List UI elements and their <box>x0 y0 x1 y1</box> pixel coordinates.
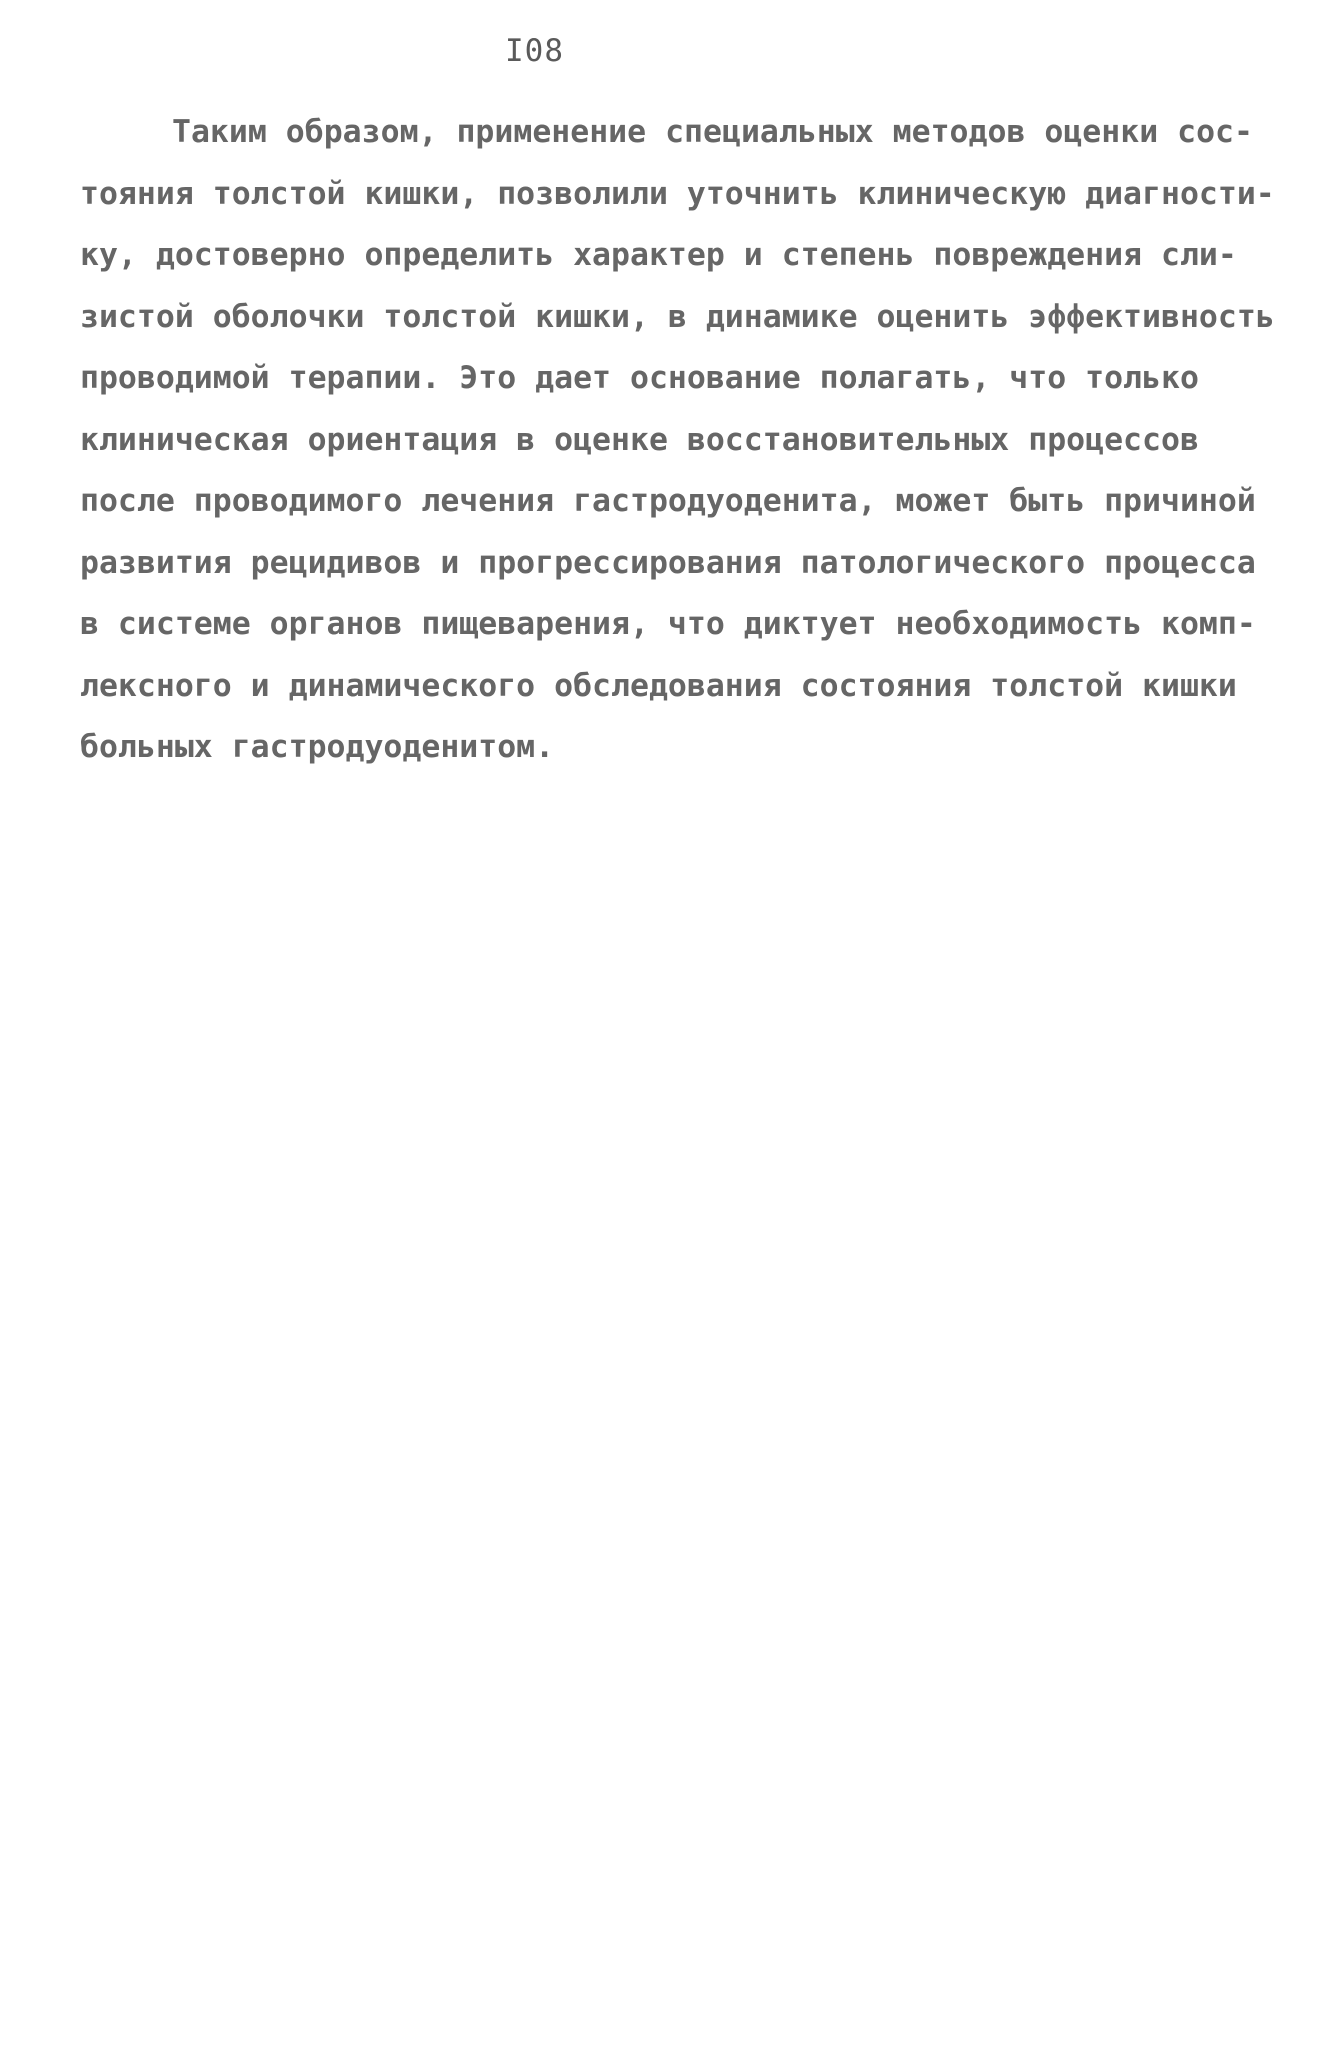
body-paragraph <box>80 102 1275 779</box>
paragraph-line: после проводимого лечения гастродуоденита, может быть причиной <box>80 483 1256 519</box>
paragraph-line: тояния толстой кишки, позволили уточнить клиническую диагности- <box>80 175 1275 212</box>
paragraph-line: клиническая ориентация в оценке восстановительных процессов <box>80 421 1199 458</box>
paragraph-line: зистой оболочки толстой кишки, в динамике оценить эффективность <box>80 298 1275 335</box>
paragraph-line: в системе органов пищеварения, что диктует необходимость комп- <box>80 606 1256 642</box>
paragraph-line: лексного и динамического обследования состояния толстой кишки <box>80 667 1237 704</box>
paragraph-line: развития рецидивов и прогрессирования патологического процесса <box>80 544 1256 581</box>
paragraph-line: проводимой терапии. Это дает основание полагать, что только <box>80 360 1199 396</box>
paragraph-line: ку, достоверно определить характер и степень повреждения сли- <box>80 237 1237 273</box>
page-number: I08 <box>505 33 564 69</box>
paragraph-line: больных гастродуоденитом. <box>80 729 555 765</box>
paragraph-line: Таким образом, применение специальных методов оценки сос- <box>172 114 1253 150</box>
